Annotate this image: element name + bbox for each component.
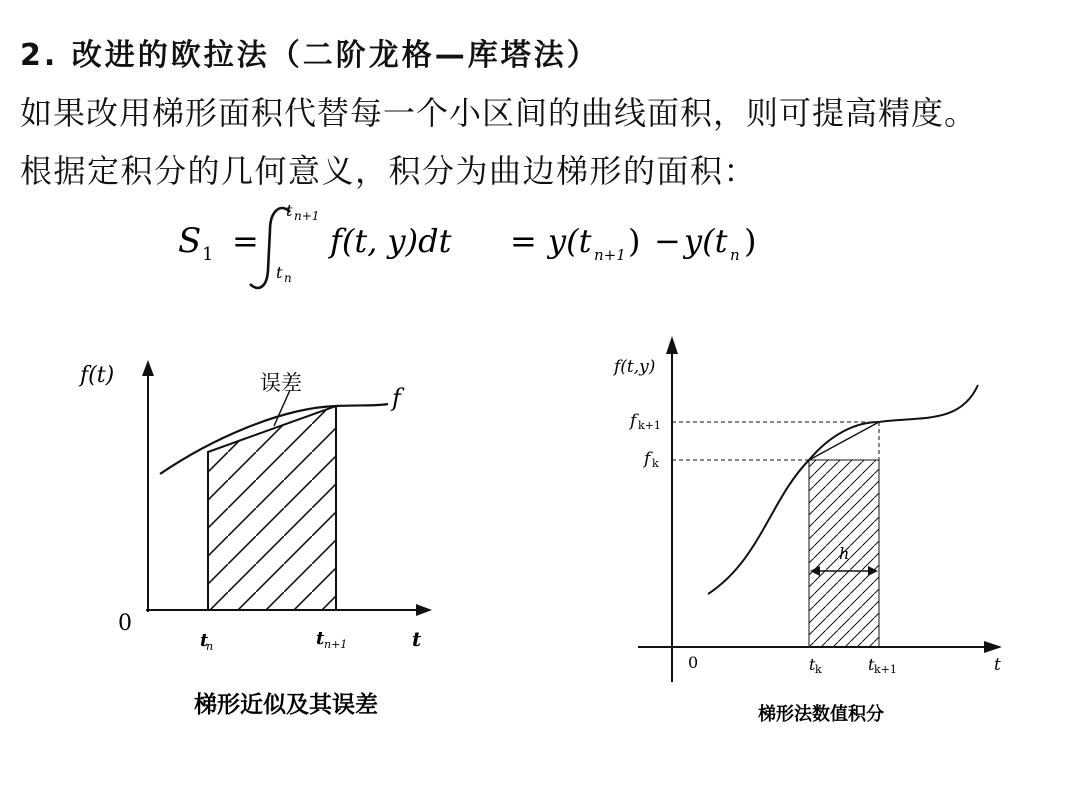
formula-eq2: = xyxy=(510,222,537,260)
fk-sub: k xyxy=(652,457,659,470)
left-tick-tn1-sub: n+1 xyxy=(324,638,348,651)
figure-trapezoid-error xyxy=(60,340,520,740)
left-figure-caption: 梯形近似及其误差 xyxy=(194,692,378,718)
right-tick-tk1: t xyxy=(868,655,875,674)
error-pointer xyxy=(274,390,290,426)
right-y-arrow-icon xyxy=(666,336,678,354)
formula-eq1: = xyxy=(232,222,259,260)
integral-formula xyxy=(170,200,870,300)
rhs-a: y(t xyxy=(548,222,592,260)
right-tick-tk1-sub: k+1 xyxy=(874,663,897,676)
fk1-sub: k+1 xyxy=(638,419,661,432)
fk1-label: f xyxy=(630,411,637,431)
lower-limit-sub: n xyxy=(284,271,292,285)
formula-S-sub: 1 xyxy=(202,244,214,265)
rhs-a-close: ) xyxy=(628,222,641,260)
paragraph-integral-meaning: 根据定积分的几何意义，积分为曲边梯形的面积： xyxy=(20,152,758,190)
left-trapezoid-hatch xyxy=(208,400,336,610)
left-x-arrow-icon xyxy=(416,604,432,616)
h-label: h xyxy=(839,544,850,563)
right-tick-tk: t xyxy=(809,655,816,674)
section-heading: 2. 改进的欧拉法（二阶龙格—库塔法） xyxy=(20,38,600,73)
right-y-label: f(t,y) xyxy=(614,357,656,377)
integrand: f(t, y)dt xyxy=(330,222,452,260)
rhs-b: y(t xyxy=(684,222,728,260)
right-figure-caption: 梯形法数值积分 xyxy=(758,704,884,725)
right-tick-tk-sub: k xyxy=(815,663,822,676)
right-origin-label: 0 xyxy=(688,653,699,672)
formula-S: S xyxy=(178,221,202,261)
left-y-label: f(t) xyxy=(80,363,115,388)
rhs-b-close: ) xyxy=(744,222,757,260)
left-x-label: t xyxy=(412,627,422,651)
right-x-label: t xyxy=(994,655,1001,675)
trapezoid-chord xyxy=(809,422,879,460)
error-label: 误差 xyxy=(260,371,302,395)
fk-label: f xyxy=(644,449,651,469)
rhs-a-sub: n+1 xyxy=(594,246,626,264)
paragraph-trapezoid-intro: 如果改用梯形面积代替每一个小区间的曲线面积，则可提高精度。 xyxy=(20,94,978,132)
formula-minus: − xyxy=(654,222,681,260)
upper-limit-sub: n+1 xyxy=(294,209,320,223)
rhs-b-sub: n xyxy=(730,246,740,264)
right-x-arrow-icon xyxy=(984,641,1002,653)
left-y-arrow-icon xyxy=(142,360,154,376)
figure-trapezoid-numerical xyxy=(610,330,1040,730)
left-tick-tn-sub: n xyxy=(206,640,214,653)
upper-limit: t xyxy=(286,201,293,220)
left-tick-tn: t xyxy=(200,630,209,651)
lower-limit: t xyxy=(276,263,283,282)
left-tick-tn1: t xyxy=(316,628,325,649)
left-origin-label: 0 xyxy=(118,611,132,636)
curve-f-label: f xyxy=(392,384,401,412)
